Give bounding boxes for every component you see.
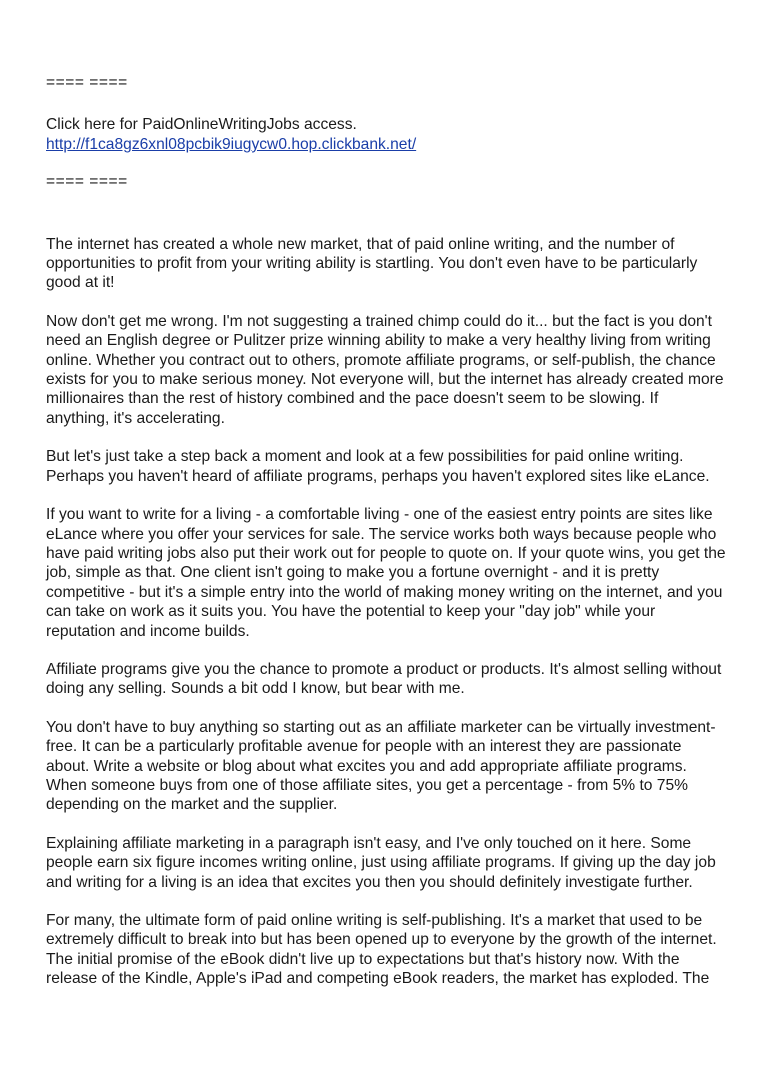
paragraph <box>46 312 726 428</box>
paragraph-line: Perhaps you haven't heard of affiliate programs, perhaps you haven't explored sites like eLance. <box>46 467 710 485</box>
paragraph <box>46 235 726 293</box>
paragraph-line: If you want to write for a living - a comfortable living - one of the easiest entry points are sites like <box>46 506 713 524</box>
paragraph-line: The initial promise of the eBook didn't live up to expectations but that's history now. With the <box>46 950 680 968</box>
paragraph-line: release of the Kindle, Apple's iPad and competing eBook readers, the market has exploded. The <box>46 970 710 988</box>
access-block <box>46 115 726 154</box>
paragraph-line: eLance where you offer your services for sale. The service works both ways because people who <box>46 525 717 543</box>
paragraph-line: competitive - but it's a simple entry into the world of making money writing on the internet, and you <box>46 583 723 601</box>
paragraph-line: job, simple as that. One client isn't going to make you a fortune overnight - and it is pretty <box>46 564 660 582</box>
paragraph-line: depending on the market and the supplier. <box>46 796 338 814</box>
paragraph-line: online. Whether you contract out to others, promote affiliate programs, or self-publish, the chance <box>46 351 716 369</box>
paragraph-line: extremely difficult to break into but has been opened up to everyone by the growth of the internet. <box>46 931 717 949</box>
paragraph-line: But let's just take a step back a moment and look at a few possibilities for paid online writing. <box>46 448 684 466</box>
paragraph-line: Explaining affiliate marketing in a paragraph isn't easy, and I've only touched on it here. Some <box>46 834 692 852</box>
paragraph-line: Affiliate programs give you the chance to promote a product or products. It's almost selling without <box>46 660 722 678</box>
paragraph-line: about. Write a website or blog about what excites you and add appropriate affiliate programs. <box>46 757 687 775</box>
document-page <box>46 73 726 1008</box>
paragraph <box>46 660 726 699</box>
paragraph-line: Now don't get me wrong. I'm not suggesting a trained chimp could do it... but the fact is you don't <box>46 312 712 330</box>
paragraph-line: For many, the ultimate form of paid online writing is self-publishing. It's a market that used to be <box>46 912 703 929</box>
paragraph-line: doing any selling. Sounds a bit odd I know, but bear with me. <box>46 680 465 698</box>
separator-top: ==== ==== <box>46 74 128 91</box>
paragraph-line: reputation and income builds. <box>46 622 250 640</box>
paragraph-line: millionaires than the rest of history combined and the pace doesn't seem to be slowing. If <box>46 390 659 408</box>
access-link[interactable]: http://f1ca8gz6xnl08pcbik9iugycw0.hop.clickbank.net/ <box>46 135 417 153</box>
paragraph <box>46 718 726 815</box>
paragraph-line: can take on work as it suits you. You have the potential to keep your "day job" while your <box>46 603 656 621</box>
paragraph-line: and writing for a living is an idea that excites you then you should definitely investigate further. <box>46 873 693 891</box>
paragraph-line: people earn six figure incomes writing online, just using affiliate programs. If giving up the day job <box>46 854 716 872</box>
paragraph-line: have paid writing jobs also put their work out for people to quote on. If your quote wins, you get the <box>46 544 726 562</box>
paragraph <box>46 834 726 892</box>
separator-bottom: ==== ==== <box>46 173 128 191</box>
paragraph-line: When someone buys from one of those affiliate sites, you get a percentage - from 5% to 75% <box>46 776 689 794</box>
access-text: Click here for PaidOnlineWritingJobs access. <box>46 116 357 134</box>
paragraph <box>46 505 726 641</box>
paragraph-line: The internet has created a whole new market, that of paid online writing, and the number of <box>46 235 675 253</box>
paragraph-line: free. It can be a particularly profitable avenue for people with an interest they are passionate <box>46 738 682 756</box>
paragraph-line: opportunities to profit from your writing ability is startling. You don't even have to be particularly <box>46 255 698 273</box>
paragraph-line: exists for you to make serious money. Not everyone will, but the internet has already created more <box>46 371 724 389</box>
paragraph-line: good at it! <box>46 274 115 292</box>
article-body <box>46 235 726 989</box>
paragraph-line: anything, it's accelerating. <box>46 409 225 427</box>
paragraph <box>46 911 726 989</box>
paragraph <box>46 447 726 486</box>
paragraph-line: You don't have to buy anything so starting out as an affiliate marketer can be virtually investment- <box>46 718 716 736</box>
paragraph-line: need an English degree or Pulitzer prize winning ability to make a very healthy living from writing <box>46 332 711 350</box>
